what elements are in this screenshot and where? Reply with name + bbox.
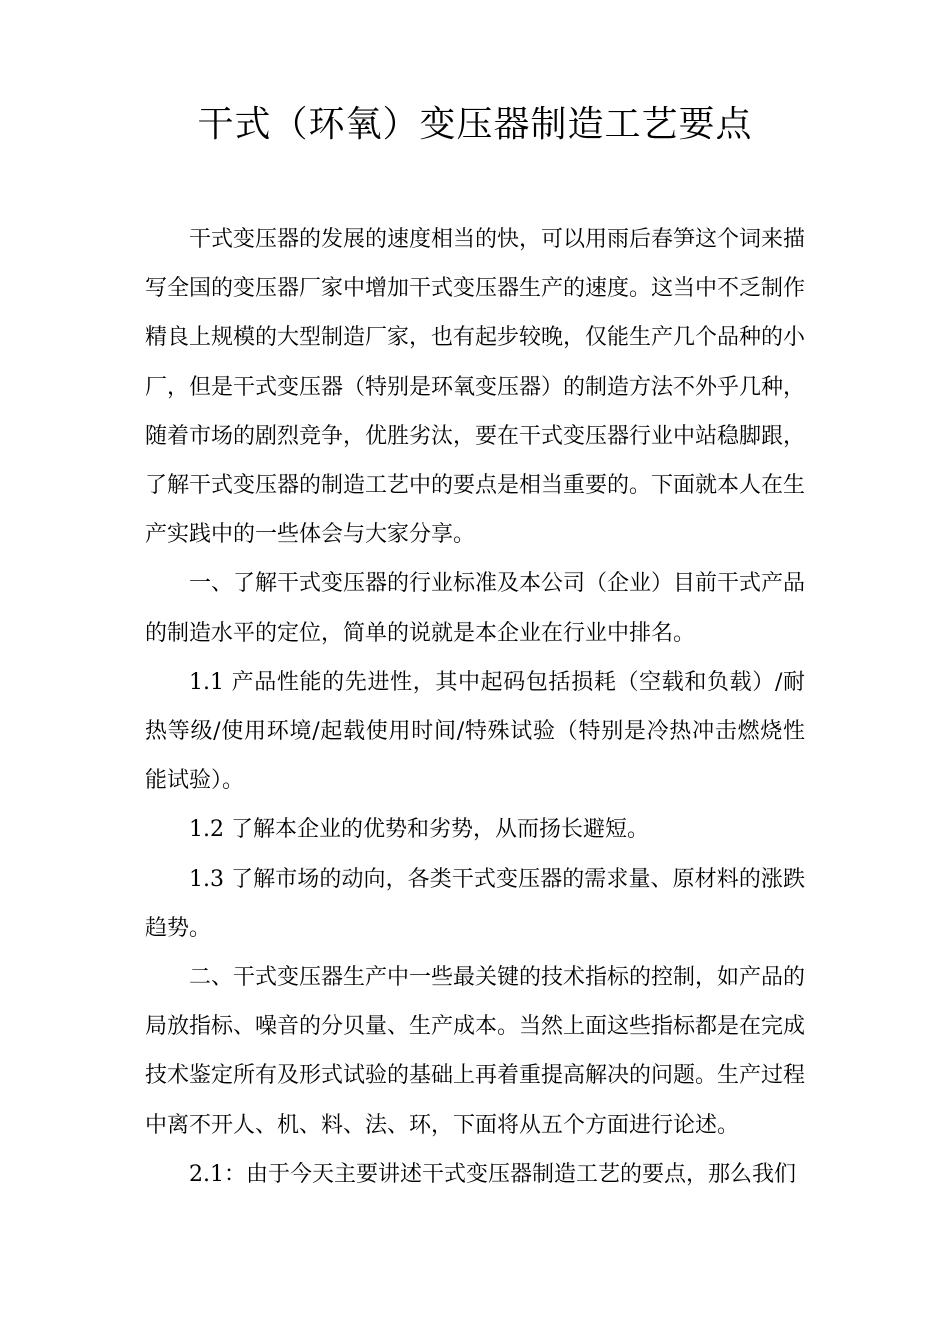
paragraph-item-1-2: 1.2 了解本企业的优势和劣势，从而扬长避短。	[189, 817, 649, 843]
paragraph-item-2-1: 2.1：由于今天主要讲述干式变压器制造工艺的要点，那么我们	[189, 1161, 796, 1187]
paragraph-intro: 干式变压器的发展的速度相当的快，可以用雨后春笋这个词来描写全国的变压器厂家中增加干式变压器生产的速度。这当中不乏制作精良上规模的大型制造厂家，也有起步较晚，仅能生产几个品种的小厂，但是干式变压器（特别是环氧变压器）的制造方法不外乎几种，随着市场的剧烈竞争，优胜劣汰，要在干式变压器行业中站稳脚跟，了解干式变压器的制造工艺中的要点是相当重要的。下面就本人在生产实践中的一些体会与大家分享。	[145, 227, 806, 548]
document-body	[145, 215, 805, 1199]
paragraph-item-1-3: 1.3 了解市场的动向，各类干式变压器的需求量、原材料的涨跌趋势。	[145, 866, 805, 941]
paragraph-section-2: 二、干式变压器生产中一些最关键的技术指标的控制，如产品的局放指标、噪音的分贝量、生产成本。当然上面这些指标都是在完成技术鉴定所有及形式试验的基础上再着重提高解决的问题。生产过程中离不开人、机、料、法、环，下面将从五个方面进行论述。	[145, 965, 806, 1138]
document-title: 干式（环氧）变压器制造工艺要点	[197, 104, 753, 145]
paragraph-section-1: 一、了解干式变压器的行业标准及本公司（企业）目前干式产品的制造水平的定位，简单的说就是本企业在行业中排名。	[145, 571, 806, 646]
paragraph-item-1-1: 1.1 产品性能的先进性，其中起码包括损耗（空载和负载）/耐热等级/使用环境/起载使用时间/特殊试验（特别是冷热冲击燃烧性能试验）。	[145, 669, 805, 794]
